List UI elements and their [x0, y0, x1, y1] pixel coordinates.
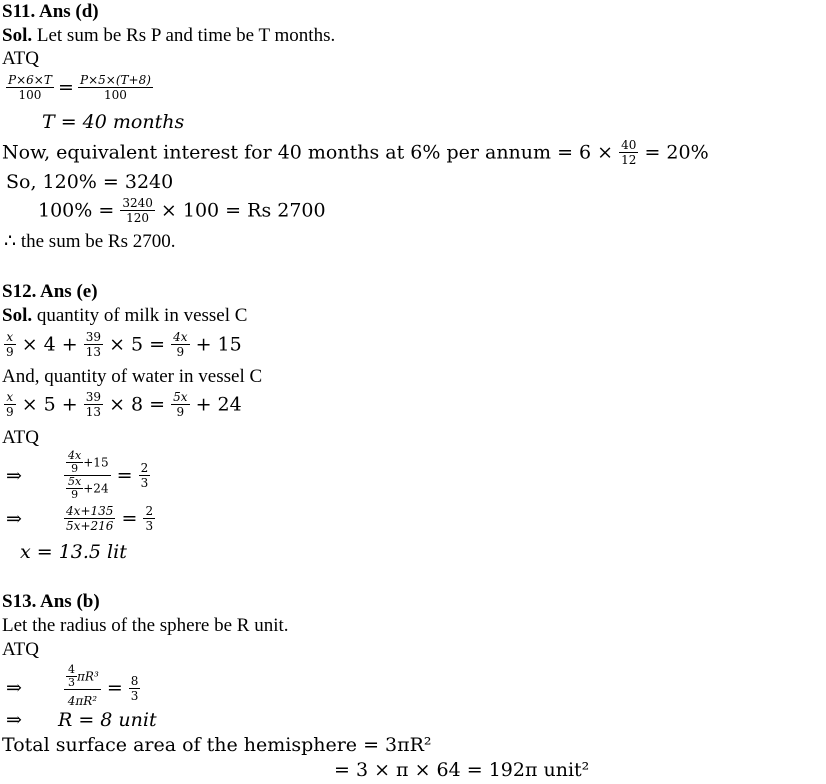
s12-milk-f1-num: x [4, 330, 16, 345]
s12-r1-bot-num: 5x [68, 475, 82, 488]
s11-sol-label: Sol. [2, 25, 33, 46]
s11-now-text: Now, equivalent interest for 40 months at 6% per annum = 6 × [2, 141, 614, 164]
s12-heading: S12. Ans (e) [2, 281, 98, 302]
s11-heading: S11. Ans (d) [2, 1, 99, 22]
s11-atq: ATQ [2, 48, 39, 69]
s12-r1-top-num: 4x [68, 449, 82, 462]
s12-r1-top [64, 450, 111, 476]
s12-r2-rhs [143, 504, 155, 533]
s13-f-equals: = [106, 677, 123, 699]
s12-milk-f2-den: 13 [85, 345, 102, 359]
s12-milk-f2-num: 39 [85, 330, 102, 344]
s11-now-line [2, 138, 709, 170]
s12-milk-f2 [84, 330, 103, 359]
s12-result: x = 13.5 lit [20, 541, 127, 563]
s11-eq1-left-den: 100 [18, 88, 42, 102]
s12-r2-rhs-den: 3 [145, 519, 154, 533]
s11-solution-intro [2, 25, 335, 47]
s12-r1-equals: = [116, 464, 133, 487]
s12-r1-bottom [64, 476, 111, 501]
s13-final-line: = 3 × π × 64 = 192π unit² [334, 759, 590, 781]
s11-sol-text: Let sum be Rs P and time be T months. [32, 25, 336, 46]
s11-hundred-frac-num: 3240 [122, 196, 153, 210]
s12-milk-equation [4, 330, 242, 364]
s11-now-result: = 20% [644, 141, 709, 164]
s11-eq1-right-fraction [78, 73, 153, 102]
s11-equation-2: T = 40 months [42, 111, 185, 133]
s11-so-line: So, 120% = 3240 [6, 171, 174, 193]
s12-r1-top-add: +15 [83, 455, 109, 470]
s13-f-rhs [129, 674, 141, 703]
s13-r-line: R = 8 unit [58, 709, 157, 731]
s12-water-f1-num: x [4, 390, 16, 405]
s12-r2-num: 4x+135 [66, 504, 114, 518]
s11-eq1-left-fraction [6, 73, 54, 102]
s12-milk-mid2: × 5 = [109, 333, 166, 356]
s13-ratio-equation [6, 664, 140, 710]
s11-hundred-left: 100% = [38, 199, 115, 222]
s11-now-frac-den: 12 [621, 153, 637, 167]
s13-f-rhs-den: 3 [130, 688, 139, 703]
s12-milk-f1-den: 9 [6, 345, 14, 359]
s12-milk-mid1: × 4 + [21, 333, 78, 356]
s12-water-f2-num: 39 [85, 390, 102, 404]
s13-radius-line: Let the radius of the sphere be R unit. [2, 615, 289, 636]
s11-hundred-frac-den: 120 [126, 211, 150, 225]
s11-eq1-right-num: P×5×(T+8) [80, 73, 151, 87]
s13-complex-fraction [64, 664, 101, 712]
s12-water-equation [4, 390, 242, 424]
s12-r2-rhs-num: 2 [145, 504, 154, 518]
s12-r2-fraction [64, 504, 115, 533]
s13-f-top-rest: πR³ [77, 669, 99, 684]
s12-water-f2 [84, 390, 103, 419]
s12-r2-equals: = [121, 507, 138, 530]
s12-r1-bot-den: 9 [71, 488, 79, 501]
s12-sol-label: Sol. [2, 305, 33, 326]
s13-f-rhs-num: 8 [130, 673, 139, 688]
s11-eq1-right-den: 100 [104, 88, 127, 102]
s12-water-mid1: × 5 + [21, 393, 78, 416]
s11-therefore: ∴ the sum be Rs 2700. [4, 231, 176, 252]
s12-water-line: And, quantity of water in vessel C [2, 366, 263, 387]
s12-atq: ATQ [2, 427, 39, 448]
s12-r1-bot-frac [66, 476, 83, 501]
s12-milk-f3 [171, 330, 189, 359]
s12-r1-rhs [139, 461, 151, 490]
s11-eq1-equals: = [57, 76, 74, 99]
s12-solution-intro [2, 305, 247, 327]
s11-equation-1 [6, 73, 153, 102]
s13-heading: S13. Ans (b) [2, 591, 100, 612]
s13-f-top-num: 4 [68, 663, 76, 676]
s12-r1-complex-fraction [64, 450, 111, 501]
s12-r1-rhs-den: 3 [140, 476, 149, 490]
s12-water-mid2: × 8 = [109, 393, 166, 416]
s12-implies-arrow-1: ⇒ [6, 464, 22, 487]
s12-water-end: + 24 [195, 393, 242, 416]
s12-r1-bot-add: +24 [83, 481, 109, 496]
s12-water-f3 [171, 390, 189, 419]
s12-water-f1-den: 9 [6, 405, 14, 419]
s12-milk-f3-den: 9 [176, 345, 185, 359]
s11-now-fraction [619, 138, 638, 167]
s12-r2-den: 5x+216 [66, 519, 114, 533]
s13-tsa-line: Total surface area of the hemisphere = 3πR² [2, 734, 432, 756]
s13-implies-arrow-2: ⇒ [6, 709, 22, 731]
s12-milk-f3-num: 4x [173, 330, 188, 344]
s11-hundred-line [38, 196, 326, 230]
s12-ratio-equation-2 [6, 504, 155, 542]
s12-ratio-equation-1 [6, 450, 150, 500]
s11-hundred-fraction [120, 196, 155, 225]
s13-f-top-den: 3 [68, 676, 76, 689]
s12-r1-rhs-num: 2 [140, 461, 149, 475]
s13-implies-arrow-1: ⇒ [6, 677, 22, 699]
s12-milk-end: + 15 [195, 333, 242, 356]
s12-water-f3-num: 5x [173, 390, 188, 404]
s11-now-frac-num: 40 [621, 138, 637, 152]
s12-implies-arrow-2: ⇒ [6, 507, 22, 530]
s12-r1-top-den: 9 [71, 462, 79, 475]
s13-f-top-frac [66, 664, 77, 689]
s12-water-f2-den: 13 [85, 405, 102, 419]
s12-water-f3-den: 9 [176, 405, 185, 419]
s12-r1-top-frac [66, 450, 83, 475]
s13-r-line-row [6, 709, 157, 731]
s13-atq: ATQ [2, 639, 39, 660]
s13-f-bottom: 4πR² [67, 694, 98, 708]
s12-sol-text: quantity of milk in vessel C [32, 305, 248, 326]
s12-water-f1 [4, 390, 16, 419]
s11-eq1-left-num: P×6×T [8, 73, 52, 87]
s11-hundred-right: × 100 = Rs 2700 [160, 199, 326, 222]
s13-f-top [64, 664, 101, 690]
s12-milk-f1 [4, 330, 16, 359]
